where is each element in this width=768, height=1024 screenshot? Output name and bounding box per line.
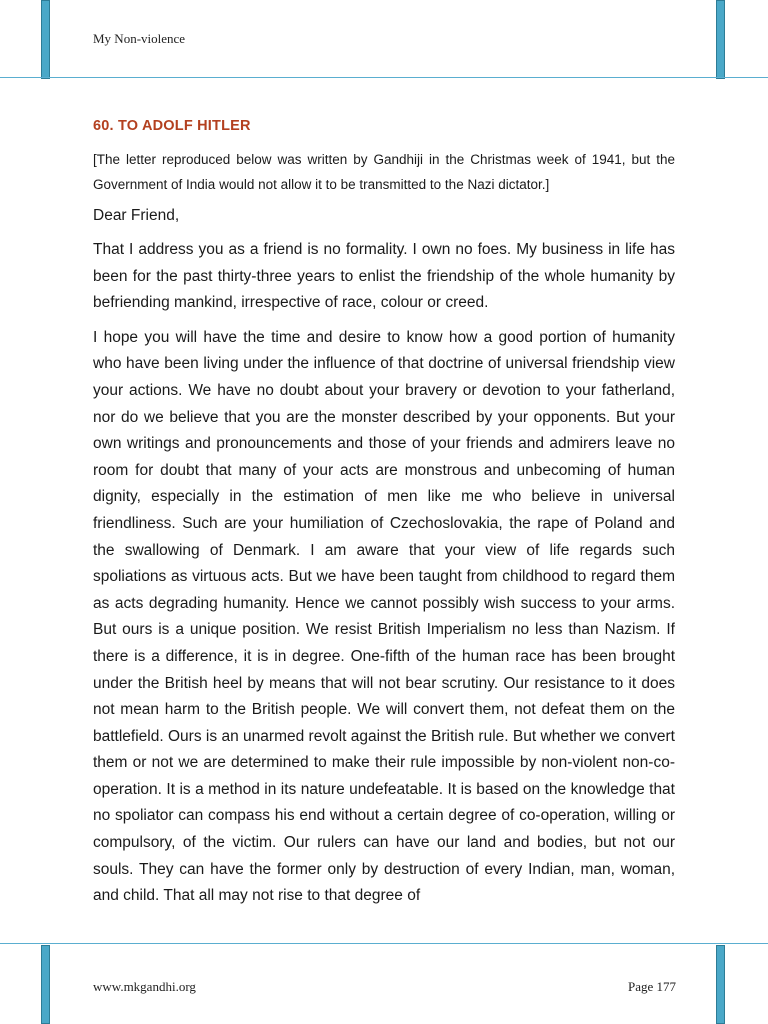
chapter-title: 60. TO ADOLF HITLER	[93, 118, 251, 134]
bottom-right-bar	[716, 945, 725, 1024]
footer-website: www.mkgandhi.org	[93, 979, 196, 994]
header-rule	[0, 77, 768, 78]
page-content	[93, 118, 675, 918]
bottom-left-bar	[41, 945, 50, 1024]
editorial-note: [The letter reproduced below was written by Gandhiji in the Christmas week of 1941, but the Government of India would not allow it to be transmitted to the Nazi dictator.]	[93, 152, 675, 192]
page-number: Page 177	[627, 979, 676, 994]
footer-rule	[0, 943, 768, 944]
letter-paragraph: I hope you will have the time and desire to know how a good portion of humanity who have been living under the influence of that doctrine of universal friendship view your actions. We have no doubt about your bravery or devotion to your fatherland, nor do we believe that you are the monster described by your opponents. But your own writings and pronouncements and those of your friends and admirers leave no room for doubt that many of your acts are monstrous and unbecoming of human dignity, especially in the estimation of men like me who believe in universal friendliness. Such are your humiliation of Czechoslovakia, the rape of Poland and the swallowing of Denmark. I am aware that your view of life regards such spoliations as virtuous acts. But we have been taught from childhood to regard them as acts degrading humanity. Hence we cannot possibly wish success to your arms. But ours is a unique position. We resist British Imperialism no less than Nazism. If there is a difference, it is in degree. One-fifth of the human race has been brought under the British heel by means that will not bear scrutiny. Our resistance to it does not mean harm to the British people. We will convert them, not defeat them on the battlefield. Ours is an unarmed revolt against the British rule. But whether we convert them or not we are determined to make their rule impossible by non-violent non-co-operation. It is a method in its nature undefeatable. It is based on the knowledge that no spoliator can compass his end without a certain degree of co-operation, willing or compulsory, of the victim. Our rulers can have our land and bodies, but not our souls. They can have the former only by destruction of every Indian, man, woman, and child. That all may not rise to that degree of	[93, 328, 675, 905]
running-header: My Non-violence	[93, 31, 186, 46]
top-left-bar	[41, 0, 50, 79]
top-right-bar	[716, 0, 725, 79]
letter-salutation: Dear Friend,	[93, 207, 180, 224]
letter-paragraph: That I address you as a friend is no formality. I own no foes. My business in life has been for the past thirty-three years to enlist the friendship of the whole humanity by befriending mankind, irrespective of race, colour or creed.	[93, 241, 675, 312]
